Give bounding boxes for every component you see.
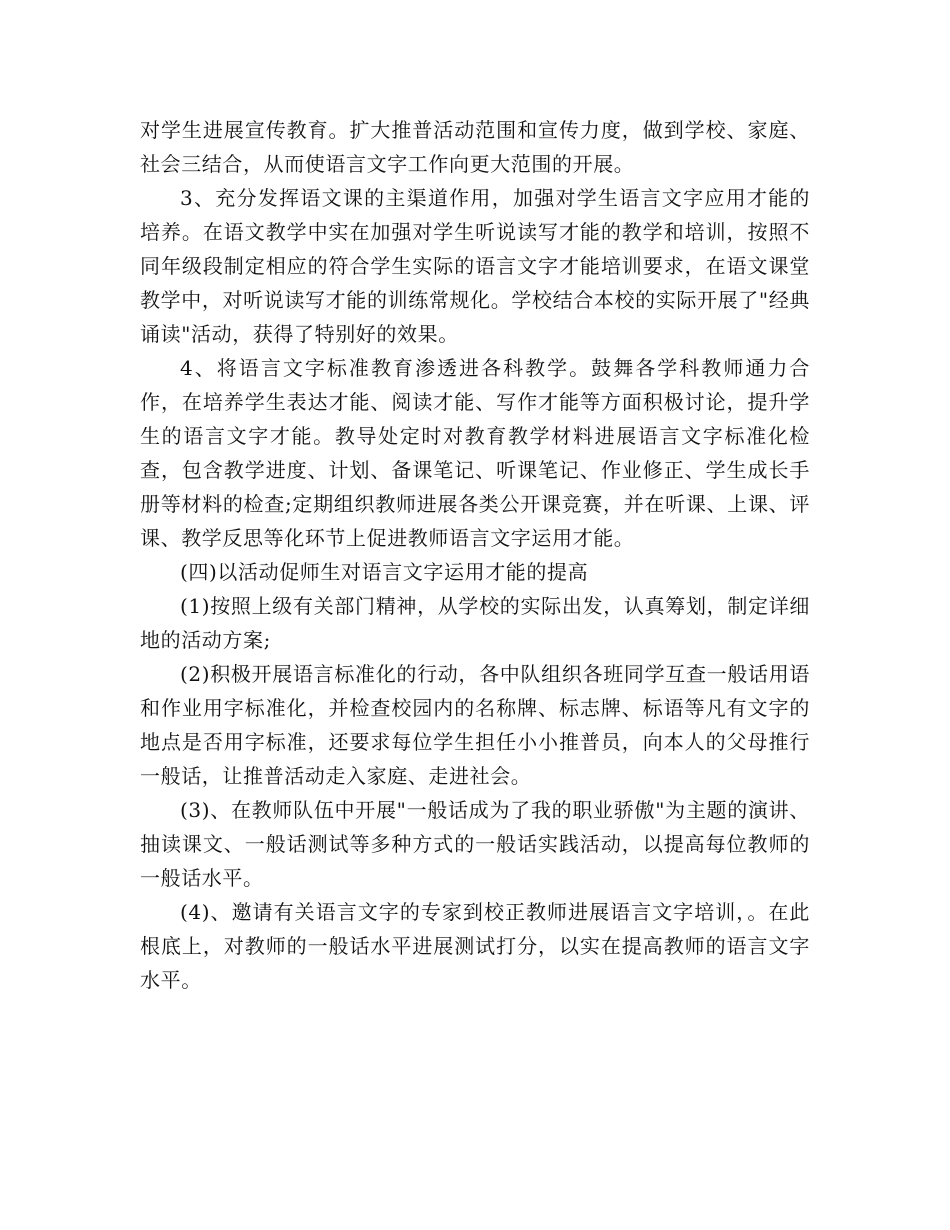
paragraph-item-3: 3、充分发挥语文课的主渠道作用，加强对学生语言文字应用才能的培养。在语文教学中实在加强对学生听说读写才能的教学和培训，按照不同年级段制定相应的符合学生实际的语言文字才能培训要求，在语文课堂教学中，对听说读写才能的训练常规化。学校结合本校的实际开展了"经典诵读"活动，获得了特别好的效果。	[140, 186, 810, 346]
section-heading-4: (四)以活动促师生对语言文字运用才能的提高	[180, 560, 589, 584]
paragraph-sub-4: (4)、邀请有关语言文字的专家到校正教师进展语言文字培训，。在此根底上，对教师的一般话水平进展测试打分，以实在提高教师的语言文字水平。	[140, 900, 810, 992]
paragraph-sub-1: (1)按照上级有关部门精神，从学校的实际出发，认真筹划，制定详细地的活动方案;	[140, 594, 810, 652]
paragraph-sub-2: (2)积极开展语言标准化的行动，各中队组织各班同学互查一般话用语和作业用字标准化，并检查校园内的名称牌、标志牌、标语等凡有文字的地点是否用字标准，还要求每位学生担任小小推普员，向本人的父母推行一般话，让推普活动走入家庭、走进社会。	[140, 662, 810, 788]
paragraph-sub-3: (3)、在教师队伍中开展"一般话成为了我的职业骄傲"为主题的演讲、抽读课文、一般话测试等多种方式的一般话实践活动，以提高每位教师的一般话水平。	[140, 798, 810, 890]
paragraph-item-4: 4、将语言文字标准教育渗透进各科教学。鼓舞各学科教师通力合作，在培养学生表达才能、阅读才能、写作才能等方面积极讨论，提升学生的语言文字才能。教导处定时对教育教学材料进展语言文字标准化检查，包含教学进度、计划、备课笔记、听课笔记、作业修正、学生成长手册等材料的检查;定期组织教师进展各类公开课竞赛，并在听课、上课、评课、教学反思等化环节上促进教师语言文字运用才能。	[140, 356, 810, 550]
document-body	[140, 113, 810, 997]
paragraph-continuation: 对学生进展宣传教育。扩大推普活动范围和宣传力度，做到学校、家庭、社会三结合，从而使语言文字工作向更大范围的开展。	[140, 118, 810, 176]
